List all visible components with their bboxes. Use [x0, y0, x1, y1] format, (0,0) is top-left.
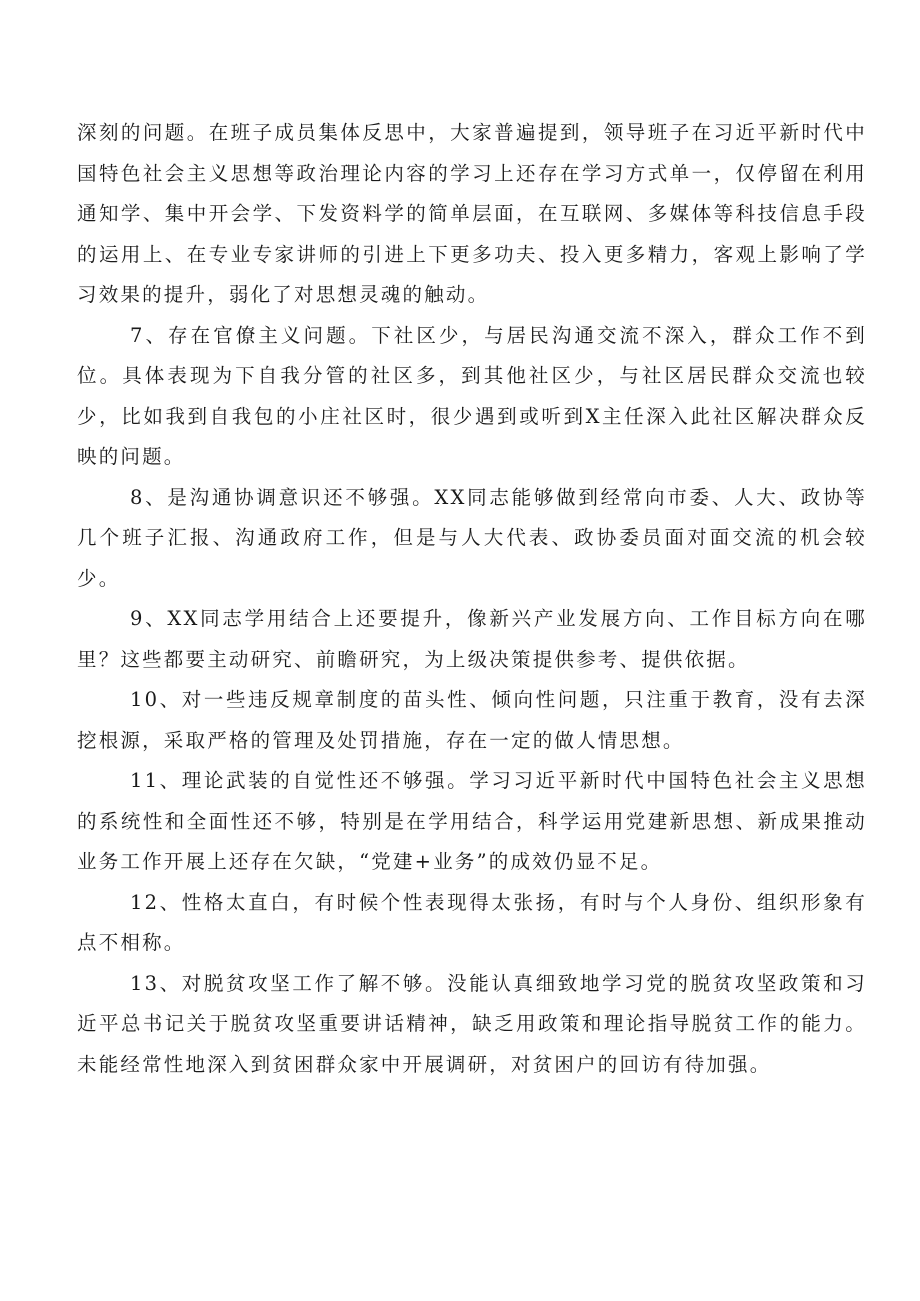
paragraph-item-9: 9、XX同志学用结合上还要提升，像新兴产业发展方向、工作目标方向在哪里？这些都要主动研究、前瞻研究，为上级决策提供参考、提供依据。: [77, 607, 867, 671]
paragraph-item-13: 13、对脱贫攻坚工作了解不够。没能认真细致地学习党的脱贫攻坚政策和习近平总书记关于脱贫攻坚重要讲话精神，缺乏用政策和理论指导脱贫工作的能力。未能经常性地深入到贫困群众家中开展调研，对贫困户的回访有待加强。: [77, 971, 867, 1076]
paragraph-item-11: 11、理论武装的自觉性还不够强。学习习近平新时代中国特色社会主义思想的系统性和全面性还不够，特别是在学用结合，科学运用党建新思想、新成果推动业务工作开展上还存在欠缺，“党建+业务”的成效仍显不足。: [77, 769, 867, 873]
paragraph-item-8: 8、是沟通协调意识还不够强。XX同志能够做到经常向市委、人大、政协等几个班子汇报、沟通政府工作，但是与人大代表、政协委员面对面交流的机会较少。: [77, 485, 867, 590]
paragraph-continuation: 深刻的问题。在班子成员集体反思中，大家普遍提到，领导班子在习近平新时代中国特色社会主义思想等政治理论内容的学习上还存在学习方式单一，仅停留在利用通知学、集中开会学、下发资料学的简单层面，在互联网、多媒体等科技信息手段的运用上、在专业专家讲师的引进上下更多功夫、投入更多精力，客观上影响了学习效果的提升，弱化了对思想灵魂的触动。: [77, 121, 867, 306]
paragraph-item-12: 12、性格太直白，有时候个性表现得太张扬，有时与个人身份、组织形象有点不相称。: [77, 890, 867, 954]
paragraph-item-10: 10、对一些违反规章制度的苗头性、倾向性问题，只注重于教育，没有去深挖根源，采取严格的管理及处罚措施，存在一定的做人情思想。: [77, 688, 867, 752]
paragraph-item-7: 7、存在官僚主义问题。下社区少，与居民沟通交流不深入，群众工作不到位。具体表现为下自我分管的社区多，到其他社区少，与社区居民群众交流也较少，比如我到自我包的小庄社区时，很少遇到或听到X主任深入此社区解决群众反映的问题。: [77, 323, 867, 468]
document-body: [77, 113, 867, 1085]
